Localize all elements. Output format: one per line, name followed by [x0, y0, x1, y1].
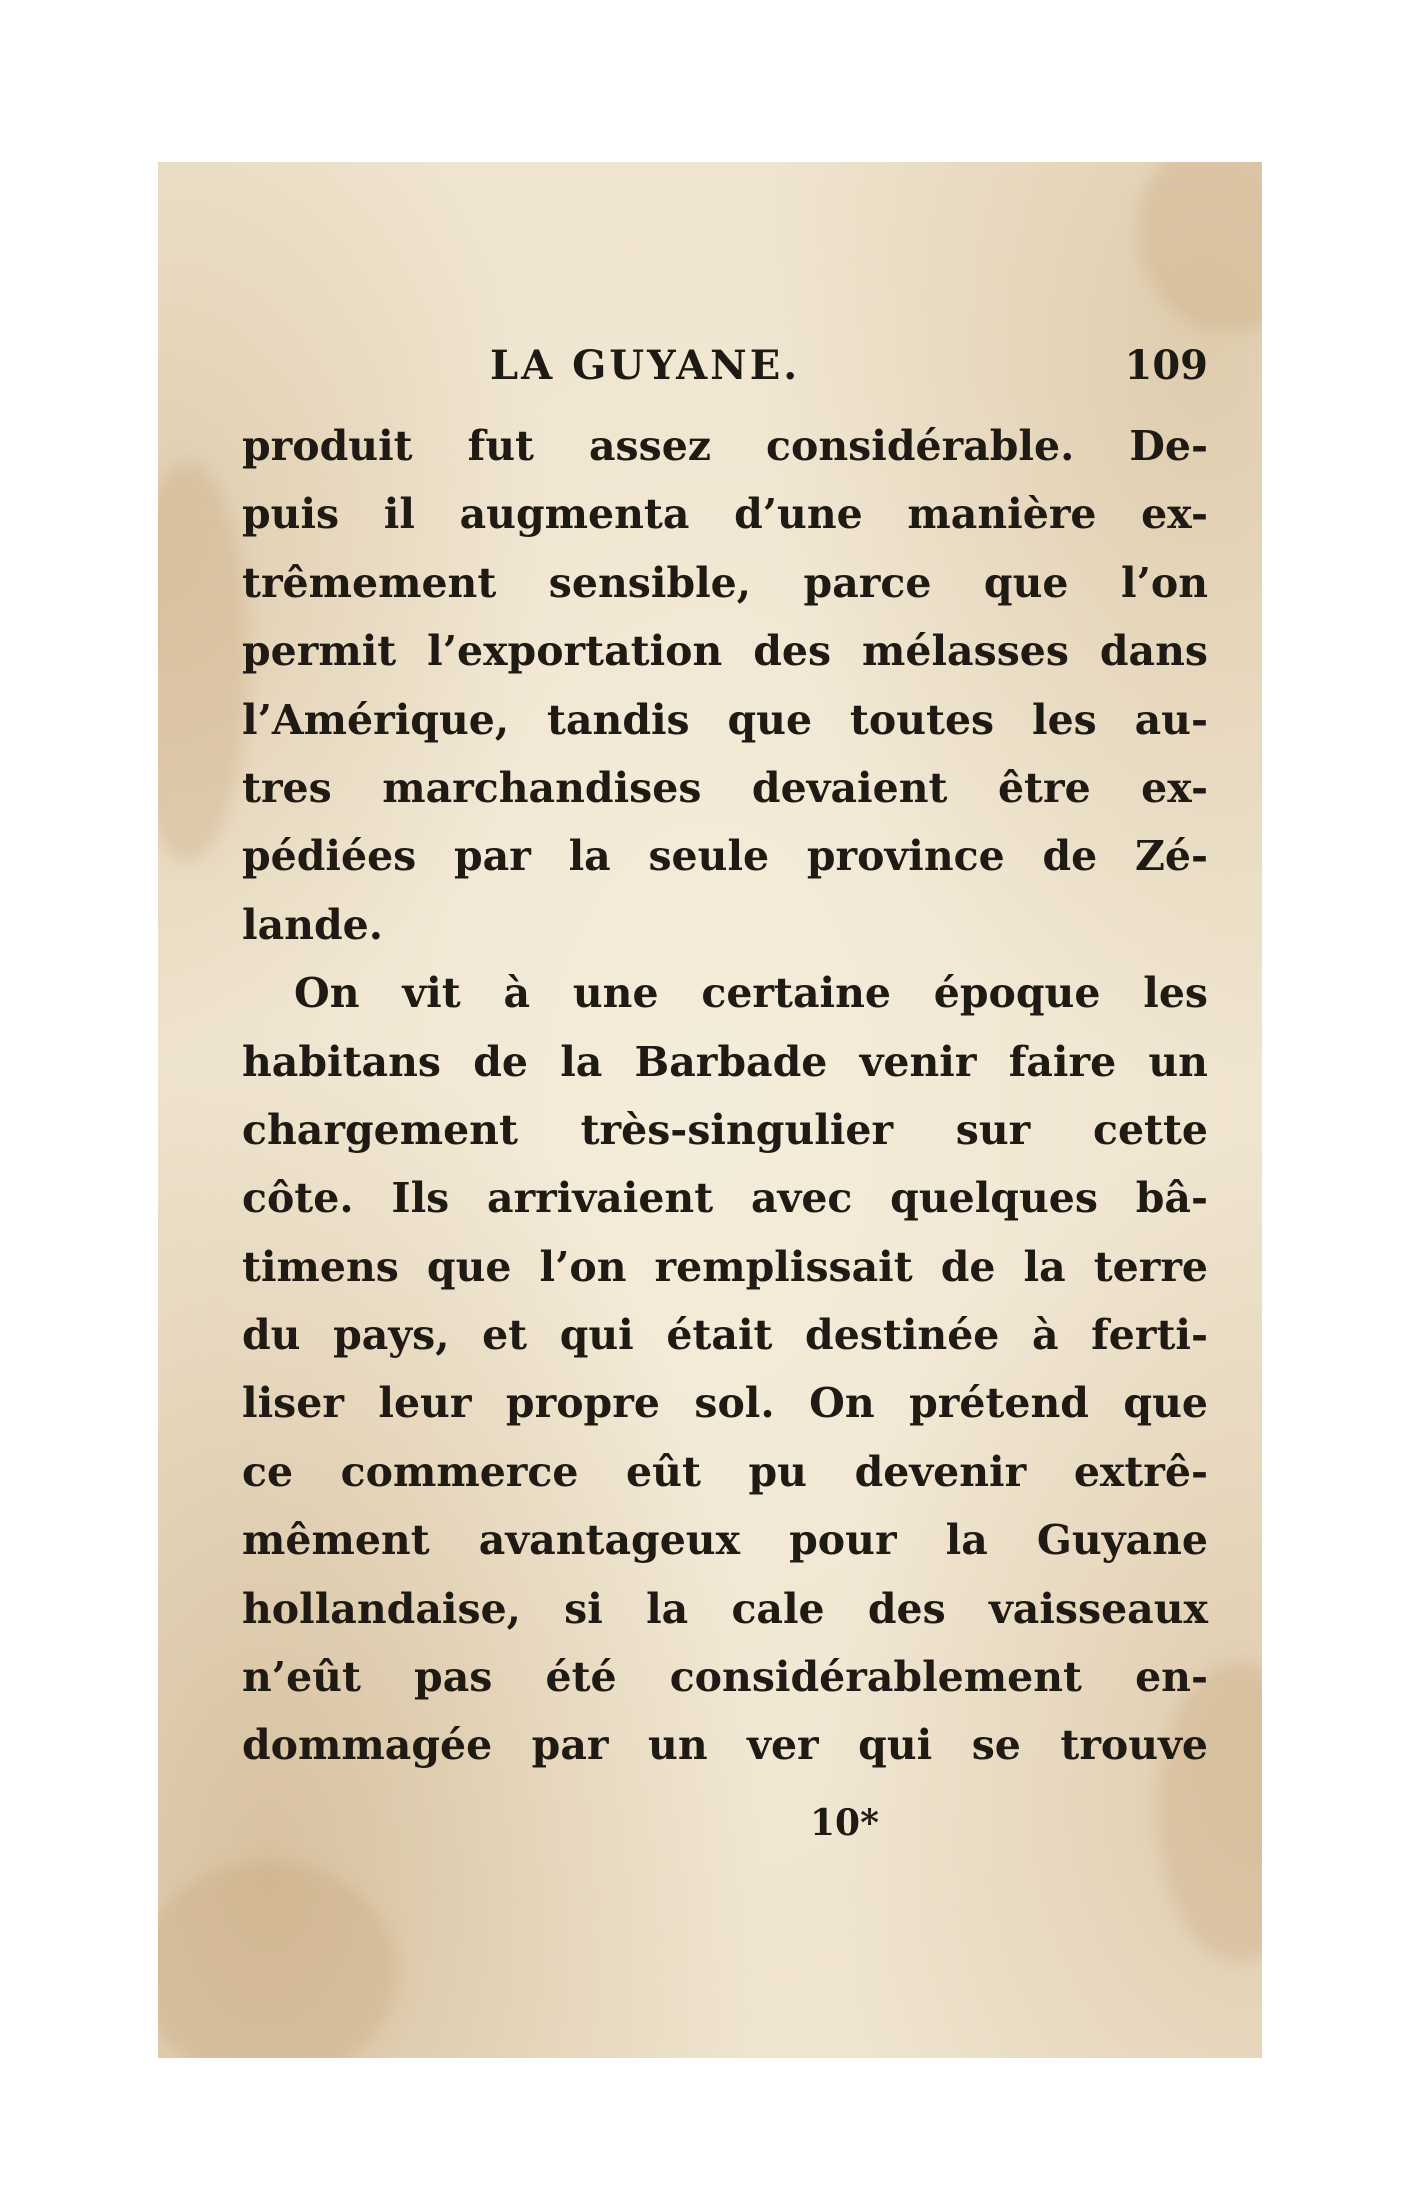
text-line: lande.	[242, 900, 383, 949]
text-line: permit l’exportation des mélasses dans	[242, 627, 1208, 676]
text-line: chargement très-singulier sur cette	[242, 1105, 1208, 1154]
text-line: liser leur propre sol. On prétend que	[242, 1379, 1208, 1428]
running-head	[242, 342, 1208, 398]
signature-mark: 10*	[810, 1802, 879, 1844]
text-line: pédiées par la seule province de Zé-	[242, 832, 1208, 881]
body-text	[242, 412, 1208, 1780]
text-line: trêmement sensible, parce que l’on	[242, 558, 1208, 607]
text-line: ce commerce eût pu devenir extrê-	[242, 1447, 1208, 1496]
book-page	[158, 162, 1262, 2058]
text-line: dommagée par un ver qui se trouve	[242, 1721, 1208, 1770]
text-line: mêment avantageux pour la Guyane	[242, 1516, 1208, 1565]
text-line: timens que l’on remplissait de la terre	[242, 1242, 1208, 1291]
text-line: côte. Ils arrivaient avec quelques bâ-	[242, 1174, 1208, 1223]
text-line: puis il augmenta d’une manière ex-	[242, 490, 1208, 539]
paper-stain	[1138, 162, 1262, 332]
paper-stain	[158, 462, 248, 862]
text-line: n’eût pas été considérablement en-	[242, 1653, 1208, 1702]
text-line: On vit à une certaine époque les	[294, 969, 1208, 1018]
text-line: produit fut assez considérable. De-	[242, 422, 1208, 470]
text-line: tres marchandises devaient être ex-	[242, 763, 1208, 812]
text-line: habitans de la Barbade venir faire un	[242, 1037, 1208, 1086]
paragraph	[242, 959, 1208, 1780]
running-head-title: LA GUYANE.	[490, 342, 801, 389]
paragraph	[242, 412, 1208, 959]
text-line: l’Amérique, tandis que toutes les au-	[242, 695, 1208, 744]
page-number: 109	[1124, 342, 1208, 389]
paper-stain	[158, 1862, 398, 2058]
text-line: du pays, et qui était destinée à ferti-	[242, 1311, 1208, 1360]
text-line: hollandaise, si la cale des vaisseaux	[242, 1584, 1208, 1633]
